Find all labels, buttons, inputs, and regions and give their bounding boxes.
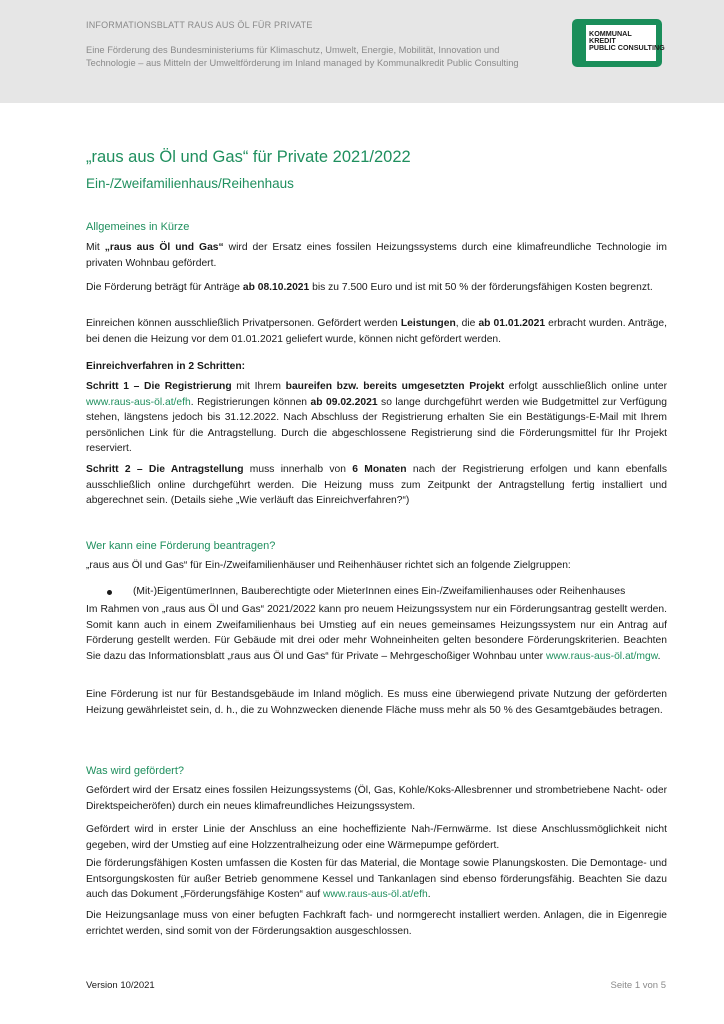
paragraph-one-application: Im Rahmen von „raus aus Öl und Gas“ 2021/2022 kann pro neuem Heizungssystem nur ein Förderungsantrag gestellt werden. Somit kann auch in einem Zweifamilienhaus bei Umstieg auf ein neues gemeinsames Heizungssystem nur ein Antrag auf Förderung gestellt werden. Für Gebäude mit drei oder mehr Wohneinheiten gelten besondere Förderungskriterien. Beachten Sie dazu das Informationsblatt „raus aus Öl und Gas“ für Private – Mehrgeschoßiger Wohnbau unter www.raus-aus-öl.at/mgw.	[86, 604, 667, 662]
header-subtitle: Eine Förderung des Bundesministeriums für Klimaschutz, Umwelt, Energie, Mobilität, Innovation und Technologie – aus Mitteln der Umweltförderung im Inland managed by Kommunalkredit Public Consulting	[86, 45, 519, 69]
section-heading-allgemeines: Allgemeines in Kürze	[86, 221, 190, 233]
kommunalkredit-logo	[572, 19, 665, 67]
link-mgw[interactable]: www.raus-aus-öl.at/mgw	[545, 650, 658, 662]
paragraph-existing-buildings: Eine Förderung ist nur für Bestandsgebäude im Inland möglich. Es muss eine überwiegend private Nutzung der geförderten Heizung gewährleistet sein, d. h., die zu Wohnzwecken dienende Fläche muss mehr als 50 % des Gesamtgebäudes betragen.	[86, 689, 667, 716]
logo-line-2: KREDIT	[589, 36, 616, 45]
document-title: „raus aus Öl und Gas“ für Private 2021/2022	[86, 148, 411, 166]
header-title: INFORMATIONSBLATT RAUS AUS ÖL FÜR PRIVATE	[86, 20, 313, 30]
section-heading-wer: Wer kann eine Förderung beantragen?	[86, 540, 276, 552]
paragraph-installation: Die Heizungsanlage muss von einer befugten Fachkraft fach- und normgerecht installiert werden. Anlagen, die in Eigenregie errichtet werden, sind somit von der Förderungsaktion ausgeschlossen.	[86, 910, 667, 937]
logo-inner	[586, 25, 665, 61]
paragraph-step-1: Schritt 1 – Die Registrierung mit Ihrem baureifen bzw. bereits umgesetzten Projekt erfolgt ausschließlich online unter www.raus-aus-öl.at/efh. Registrierungen können ab 09.02.2021 so lange durchgeführt werden wie Budgetmittel zur Verfügung stehen, längstens jedoch bis 31.12.2022. Nach Abschluss der Registrierung erhalten Sie ein Bestätigungs-E-Mail mit Ihrem persönlichen Link für die Antragstellung. Durch die abgeschlossene Registrierung sind die Förderungsmittel für Ihr Projekt reserviert.	[86, 381, 668, 454]
logo-line-1: KOMMUNAL	[589, 29, 632, 38]
paragraph-district-heating: Gefördert wird in erster Linie der Anschluss an eine hocheffiziente Nah-/Fernwärme. Ist diese Anschlussmöglichkeit nicht gegeben, wird der Umstieg auf eine Holzzentralheizung oder eine Wärmepumpe gefördert.	[86, 824, 667, 851]
footer-version: Version 10/2021	[86, 980, 155, 991]
page-header	[0, 0, 724, 103]
steps-heading: Einreichverfahren in 2 Schritten:	[86, 361, 246, 372]
section-heading-was: Was wird gefördert?	[86, 765, 185, 777]
paragraph-eligible-costs: Die förderungsfähigen Kosten umfassen die Kosten für das Material, die Montage sowie Planungskosten. Die Demontage- und Entsorgungskosten für außer Betrieb genommene Kessel und Tankanlagen sind ebenso förderungsfähig. Beachten Sie dazu auch das Dokument „Förderungsfähige Kosten“ auf www.raus-aus-öl.at/efh.	[86, 858, 667, 900]
logo-line-3: PUBLIC CONSULTING	[589, 43, 665, 52]
link-costs[interactable]: www.raus-aus-öl.at/efh	[322, 889, 428, 900]
paragraph-target-groups: „raus aus Öl und Gas“ für Ein-/Zweifamilienhäuser und Reihenhäuser richtet sich an folgende Zielgruppen:	[86, 560, 571, 571]
footer-page-number: Seite 1 von 5	[610, 980, 666, 991]
paragraph-replacement: Gefördert wird der Ersatz eines fossilen Heizungssystems (Öl, Gas, Kohle/Koks-Allesbrenner und strombetriebene Nacht- oder Direktspeicheröfen) durch ein neues klimafreundliches Heizungssystem.	[86, 785, 667, 812]
document-subtitle: Ein-/Zweifamilienhaus/Reihenhaus	[86, 176, 294, 191]
bullet-icon	[107, 590, 112, 595]
list-item-text: (Mit-)EigentümerInnen, Bauberechtigte oder MieterInnen eines Ein-/Zweifamilienhauses oder Reihenhauses	[133, 586, 626, 597]
paragraph-eligibility: Einreichen können ausschließlich Privatpersonen. Gefördert werden Leistungen, die ab 01.01.2021 erbracht wurden. Anträge, bei denen die Heizung vor dem 01.01.2021 geliefert wurde, können nicht gefördert werden.	[86, 318, 667, 345]
paragraph-amount: Die Förderung beträgt für Anträge ab 08.10.2021 bis zu 7.500 Euro und ist mit 50 % der förderungsfähigen Kosten begrenzt.	[86, 282, 653, 293]
paragraph-step-2: Schritt 2 – Die Antragstellung muss innerhalb von 6 Monaten nach der Registrierung erfolgen und kann ebenfalls ausschließlich online durchgeführt werden. Die Heizung muss zum Zeitpunkt der Antragstellung fertig installiert und abgerechnet sein. (Details siehe „Wie verläuft das Einreichverfahren?“)	[86, 464, 667, 506]
paragraph-intro: Mit „raus aus Öl und Gas“ wird der Ersatz eines fossilen Heizungssystems durch eine klimafreundliche Technologie im privaten Wohnbau gefördert.	[86, 242, 668, 269]
link-registration[interactable]: www.raus-aus-öl.at/efh	[86, 396, 191, 408]
